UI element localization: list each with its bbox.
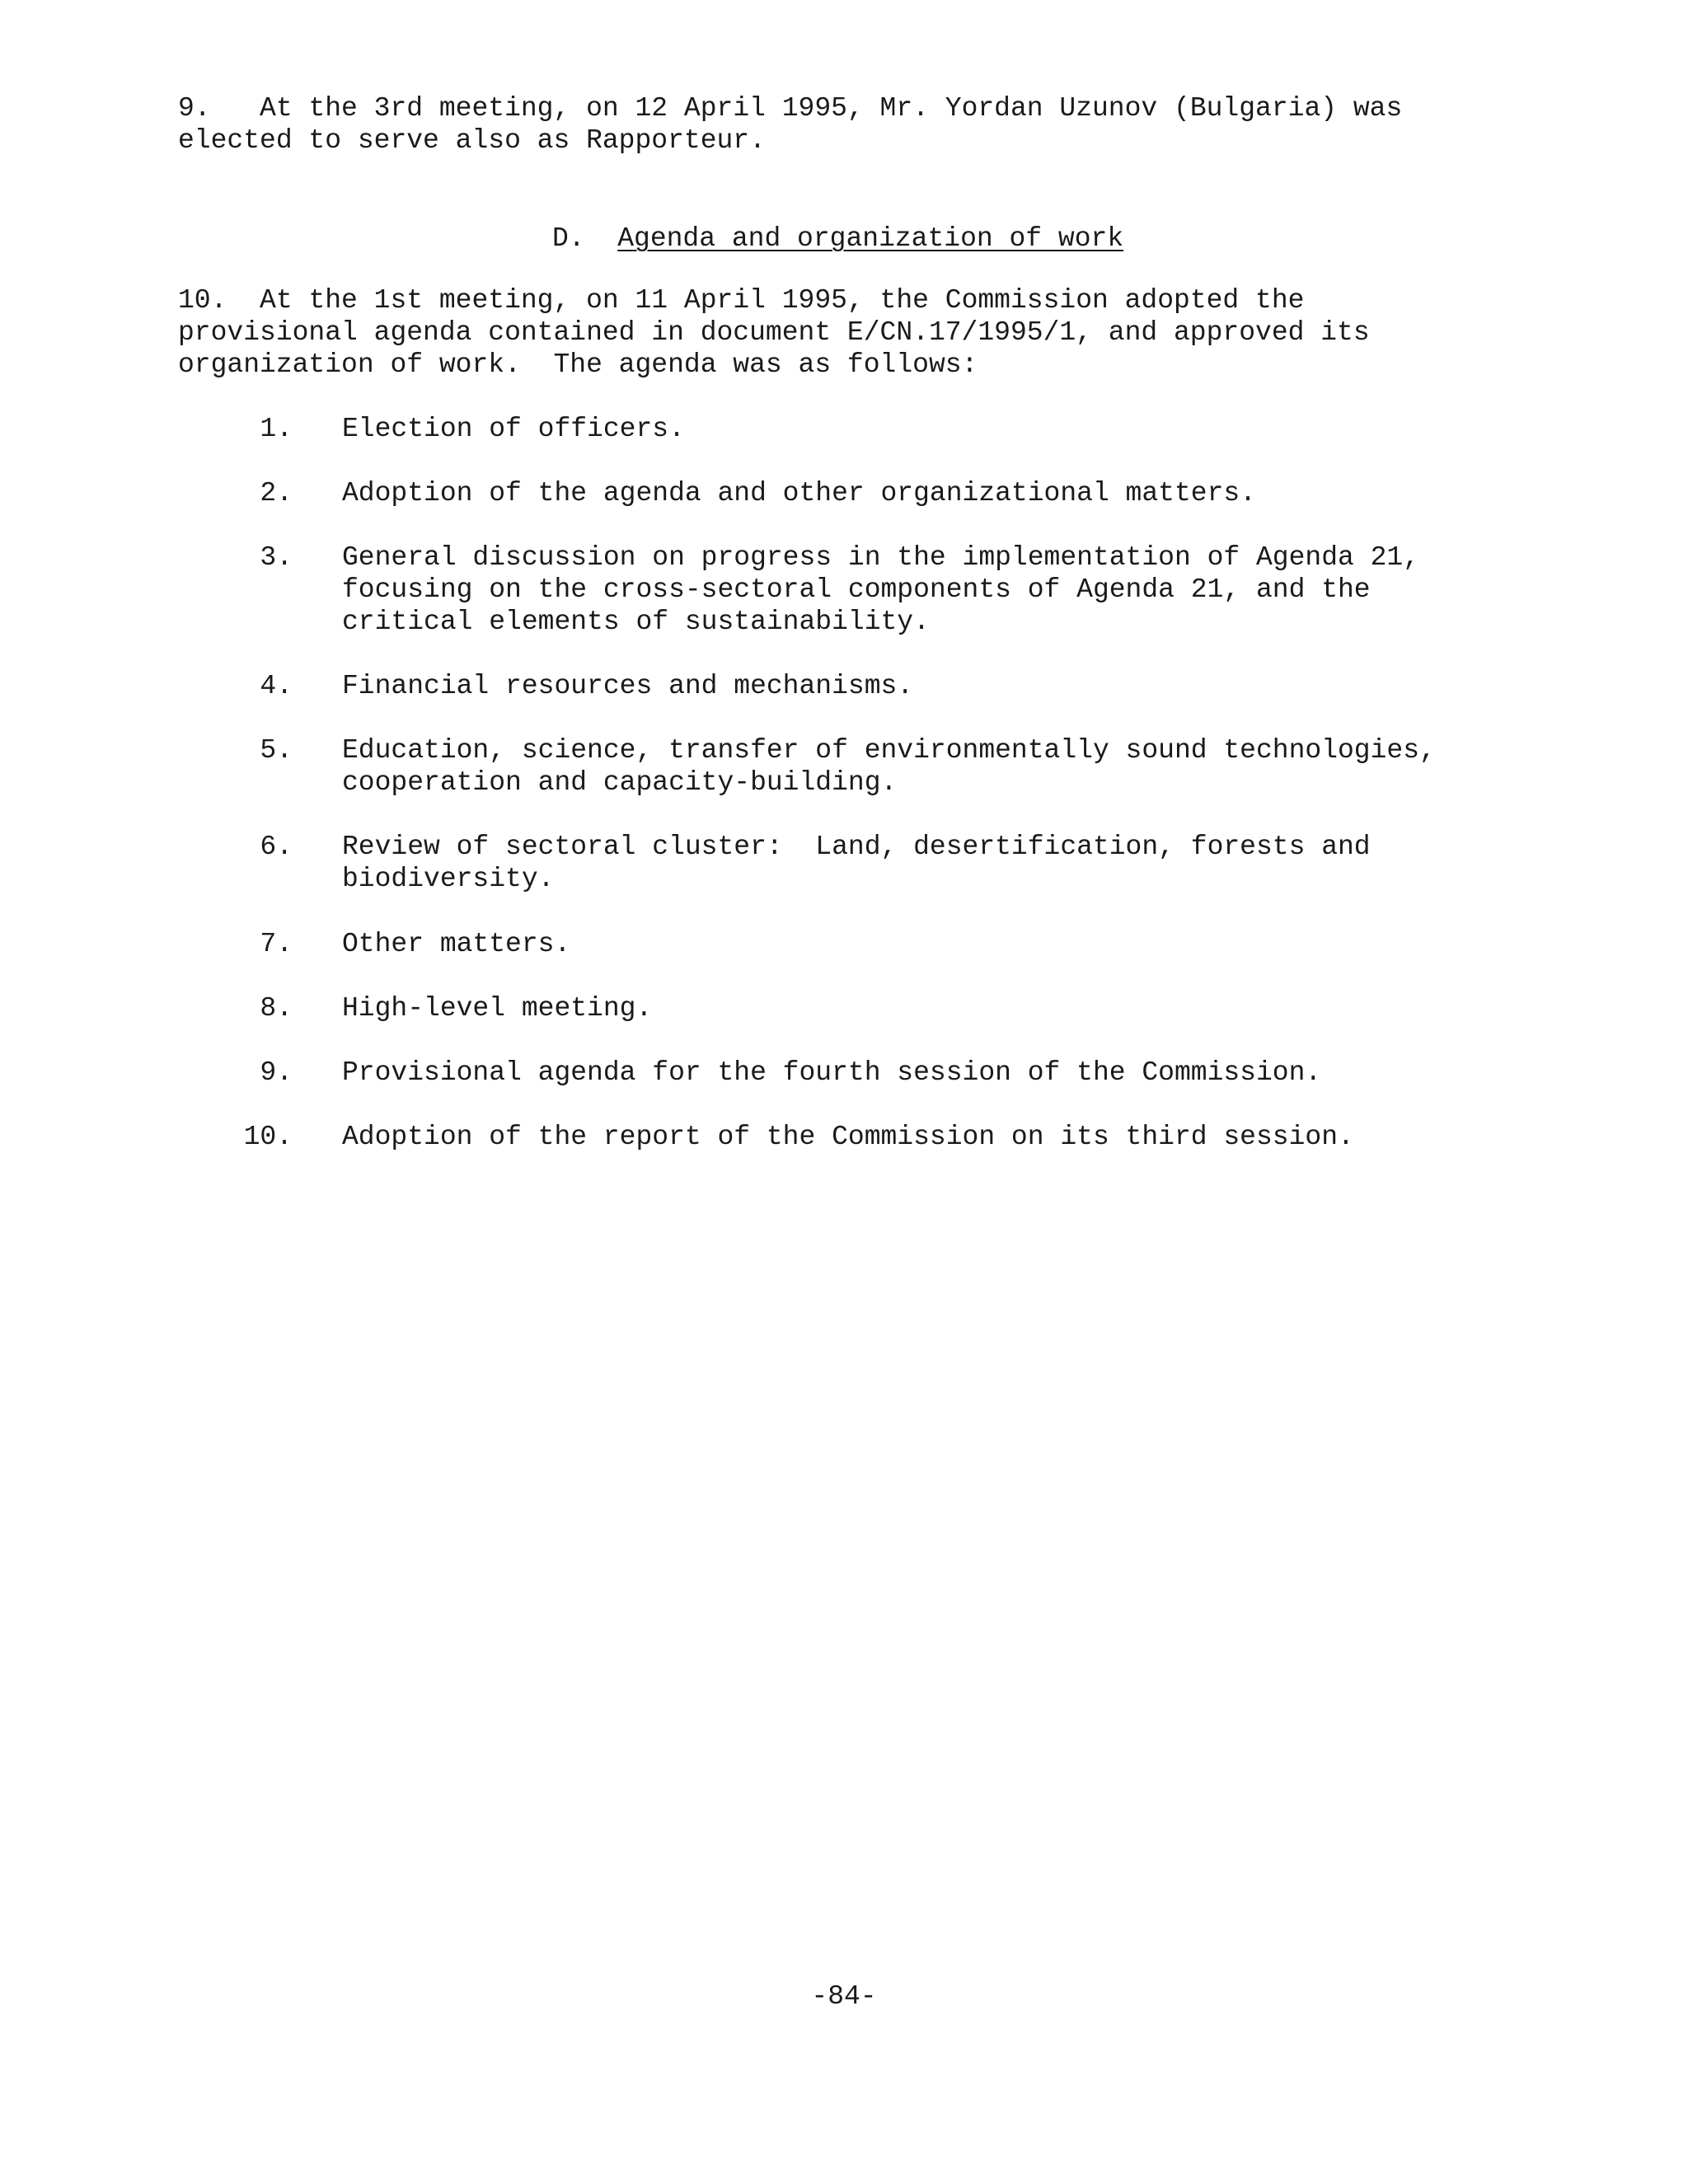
agenda-item-line: General discussion on progress in the implementation of Agenda 21, bbox=[342, 542, 1420, 573]
agenda-item-line: focusing on the cross-sectoral components of Agenda 21, and the bbox=[342, 574, 1371, 605]
agenda-item-number: 10. bbox=[243, 1122, 293, 1152]
agenda-item-line: Review of sectoral cluster: Land, desertification, forests and bbox=[342, 832, 1371, 862]
agenda-item-text bbox=[342, 1057, 1463, 1089]
section-title: Agenda and organization of work bbox=[617, 223, 1124, 254]
agenda-item-text bbox=[342, 477, 1463, 509]
agenda-item-number: 8. bbox=[260, 993, 293, 1024]
agenda-item-line: Adoption of the report of the Commission on its third session. bbox=[342, 1122, 1354, 1152]
agenda-item-text bbox=[342, 413, 1463, 445]
agenda-item-number: 5. bbox=[260, 735, 293, 766]
agenda-item-line: biodiversity. bbox=[342, 864, 555, 894]
paragraph-10-line-3: organization of work. The agenda was as follows: bbox=[178, 349, 978, 380]
paragraph-9-line-1 bbox=[178, 92, 1464, 124]
agenda-item-line: Election of officers. bbox=[342, 414, 685, 444]
section-letter: D. bbox=[552, 223, 585, 254]
agenda-item-number: 4. bbox=[260, 671, 293, 701]
agenda-item-text bbox=[342, 670, 1463, 702]
agenda-item-line: cooperation and capacity-building. bbox=[342, 767, 898, 798]
agenda-item-line: High-level meeting. bbox=[342, 993, 653, 1024]
paragraph-10-line-2: provisional agenda contained in document E/CN.17/1995/1, and approved its bbox=[178, 317, 1370, 348]
agenda-item-text bbox=[342, 831, 1463, 895]
agenda-item-line: Provisional agenda for the fourth session of the Commission. bbox=[342, 1057, 1322, 1088]
paragraph-10-line-1 bbox=[178, 284, 1464, 316]
paragraph-10 bbox=[178, 284, 1464, 381]
agenda-item-line: Adoption of the agenda and other organizational matters. bbox=[342, 478, 1256, 509]
agenda-item-text bbox=[342, 1121, 1463, 1153]
agenda-item-number: 3. bbox=[260, 542, 293, 573]
agenda-item-number: 6. bbox=[260, 832, 293, 862]
agenda-item-number: 1. bbox=[260, 414, 293, 444]
agenda-item-line: critical elements of sustainability. bbox=[342, 607, 930, 637]
agenda-item-line: Other matters. bbox=[342, 929, 571, 959]
paragraph-10-text-1: At the 1st meeting, on 11 April 1995, the Commission adopted the bbox=[260, 285, 1305, 316]
section-heading bbox=[552, 223, 1123, 255]
agenda-item-text bbox=[342, 541, 1463, 638]
agenda-item-line: Education, science, transfer of environmentally sound technologies, bbox=[342, 735, 1436, 766]
agenda-item-text bbox=[342, 928, 1463, 960]
paragraph-9-number: 9. bbox=[178, 93, 211, 124]
paragraph-9 bbox=[178, 92, 1464, 157]
paragraph-9-line-2: elected to serve also as Rapporteur. bbox=[178, 125, 766, 156]
agenda-item-line: Financial resources and mechanisms. bbox=[342, 671, 914, 701]
agenda-item-text bbox=[342, 992, 1463, 1024]
paragraph-9-text-1: At the 3rd meeting, on 12 April 1995, Mr. Yordan Uzunov (Bulgaria) was bbox=[260, 93, 1403, 124]
agenda-item-number: 7. bbox=[260, 929, 293, 959]
page-number: -84- bbox=[811, 1981, 877, 2012]
agenda-item-number: 2. bbox=[260, 478, 293, 509]
agenda-item-text bbox=[342, 734, 1463, 799]
paragraph-10-number: 10. bbox=[178, 285, 227, 316]
agenda-item-number: 9. bbox=[260, 1057, 293, 1088]
